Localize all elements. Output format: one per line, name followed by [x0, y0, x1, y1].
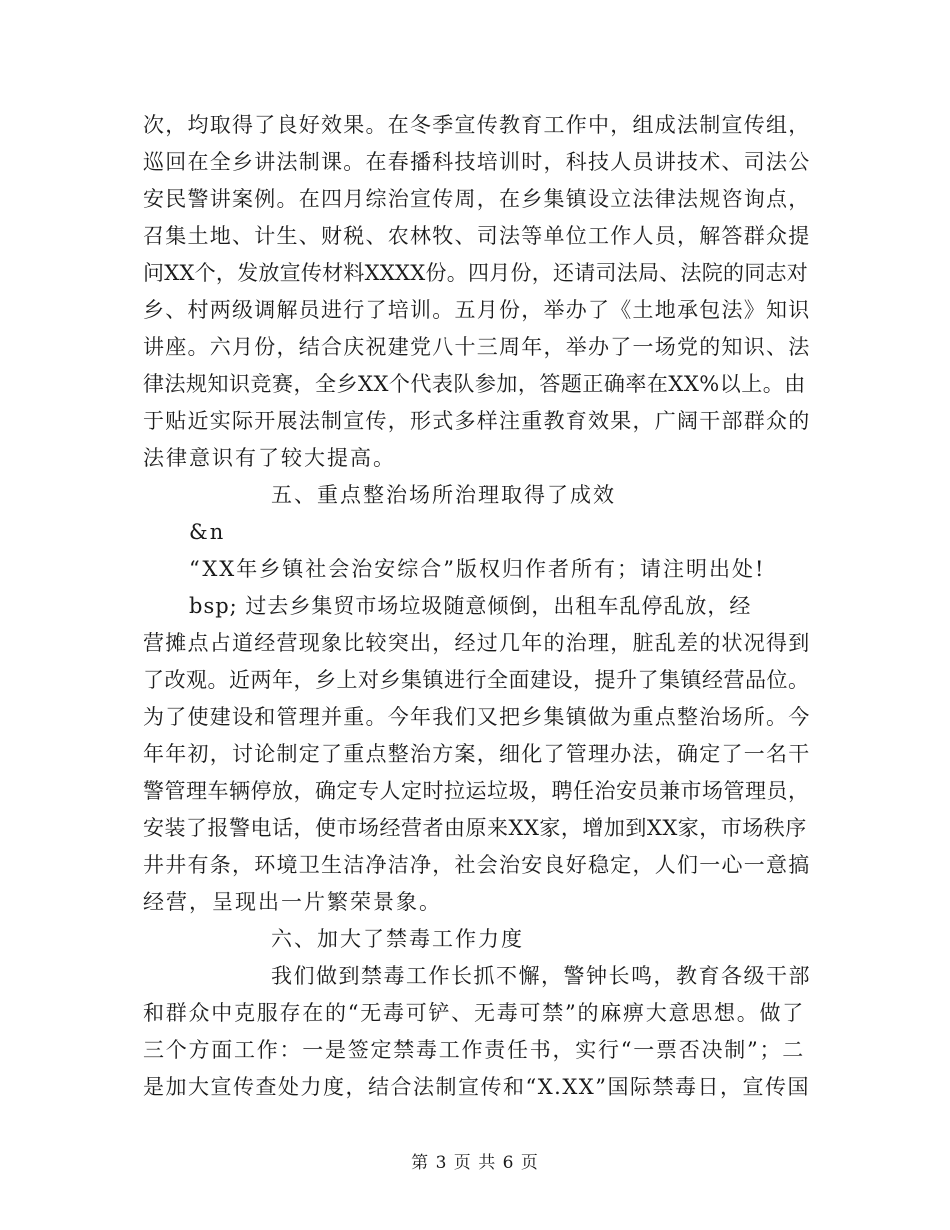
body-text-line: 巡回在全乡讲法制课。在春播科技培训时，科技人员讲技术、司法公 — [143, 150, 811, 174]
copyright-notice: “XX年乡镇社会治安综合”版权归作者所有；请注明出处! — [189, 557, 766, 581]
body-text-line: 律法规知识竞赛，全乡XX个代表队参加，答题正确率在XX%以上。由 — [143, 372, 806, 396]
body-text-line: 问XX个，发放宣传材料XXXX份。四月份，还请司法局、法院的同志对 — [143, 261, 808, 285]
body-text-line: 安装了报警电话，使市场经营者由原来XX家，增加到XX家，市场秩序 — [143, 816, 807, 840]
body-text-line: 经营，呈现出一片繁荣景象。 — [143, 890, 442, 914]
body-text-line: 警管理车辆停放，确定专人定时拉运垃圾，聘任治安员兼市场管理员， — [143, 779, 810, 803]
body-text-line: 次，均取得了良好效果。在冬季宣传教育工作中，组成法制宣传组， — [143, 113, 811, 137]
body-text-line: 安民警讲案例。在四月综治宣传周，在乡集镇设立法律法规咨询点， — [143, 187, 811, 211]
body-text-line: &n — [189, 520, 226, 544]
body-text-line: 了改观。近两年，乡上对乡集镇进行全面建设，提升了集镇经营品位。 — [143, 668, 810, 692]
body-text-line: 讲座。六月份，结合庆祝建党八十三周年，举办了一场党的知识、法 — [143, 335, 811, 359]
body-text-line: 是加大宣传查处力度，结合法制宣传和“X.XX”国际禁毒日，宣传国 — [143, 1075, 810, 1099]
body-text-line: 召集土地、计生、财税、农林牧、司法等单位工作人员，解答群众提 — [143, 224, 811, 248]
body-text-line: 为了使建设和管理并重。今年我们又把乡集镇做为重点整治场所。今 — [143, 705, 811, 729]
body-text-line: 和群众中克服存在的“无毒可铲、无毒可禁”的麻痹大意思想。做了 — [143, 1001, 805, 1025]
section-heading-6: 六、加大了禁毒工作力度 — [271, 927, 524, 951]
body-text-line: 营摊点占道经营现象比较突出，经过几年的治理，脏乱差的状况得到 — [143, 631, 811, 655]
body-text-line: 井井有条，环境卫生洁净洁净，社会治安良好稳定，人们一心一意搞 — [143, 853, 811, 877]
body-text-line: 三个方面工作：一是签定禁毒工作责任书，实行“一票否决制”；二 — [143, 1038, 805, 1062]
body-text-line: 我们做到禁毒工作长抓不懈，警钟长鸣，教育各级干部 — [271, 964, 811, 988]
body-text-line: bsp; 过去乡集贸市场垃圾随意倾倒，出租车乱停乱放，经 — [189, 594, 752, 618]
body-text-line: 法律意识有了较大提高。 — [143, 446, 396, 470]
body-text-line: 于贴近实际开展法制宣传，形式多样注重教育效果，广阔干部群众的 — [143, 409, 811, 433]
body-text-line: 年年初，讨论制定了重点整治方案，细化了管理办法，确定了一名干 — [143, 742, 811, 766]
page-number-footer: 第 3 页 共 6 页 — [411, 1153, 539, 1173]
body-text-line: 乡、村两级调解员进行了培训。五月份，举办了《土地承包法》知识 — [143, 298, 811, 322]
section-heading-5: 五、重点整治场所治理取得了成效 — [271, 483, 616, 507]
